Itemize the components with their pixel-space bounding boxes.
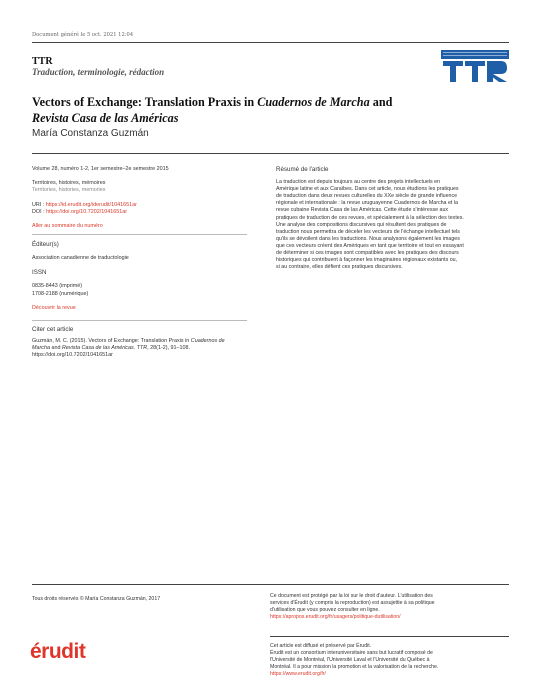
uri-line: URI : https://id.erudit.org/iderudit/1041651ar [32, 201, 137, 208]
divider [32, 320, 247, 321]
discover-journal-link[interactable]: Découvrir la revue [32, 304, 76, 311]
header-rule [32, 42, 509, 43]
issn-heading: ISSN [32, 269, 47, 277]
issue-theme-en: Territories, histories, memories [32, 187, 106, 194]
journal-name: TTR [32, 56, 53, 67]
citation: Guzmán, M. C. (2015). Vectors of Exchange: Translation Praxis in Cuadernos de Marcha and Revista Casa de las Américas. TTR, 28(1-2), 91–108. https://doi.org/10.7202/1041651ar [32, 337, 225, 359]
article-metadata [32, 166, 247, 359]
issn-print: 0835-8443 (imprimé) [32, 283, 83, 290]
volume-info: Volume 28, numéro 1-2, 1er semestre–2e semestre 2015 [32, 166, 169, 172]
diffusion-notice: Cet article est diffusé et préservé par Érudit. Érudit est un consortium interuniversitaire sans but lucratif composé de l'Université de Montréal, l'Université Laval et l'Université du Québec à Montréal. Il a pour mission la promotion et la valorisation de la recherche. https://www.erudit.org/fr/ [270, 643, 439, 677]
issn-digital: 1708-2188 (numérique) [32, 290, 89, 297]
erudit-site-link[interactable]: https://www.erudit.org/fr/ [270, 671, 326, 677]
article-author: María Constanza Guzmán [32, 128, 149, 139]
article-abstract [276, 166, 509, 271]
abstract-text: La traduction est depuis toujours au centre des projets intellectuels en Amérique latine et aux Caraïbes. Dans cet article, nous étudions les pratiques de traduction dans deux revues culturelles du XXe siècle de grande influence régionale et internationale : la revue uruguayenne Cuadernos de Marcha et la revue cubaine Revista Casa de las Américas. Cette étude s'intéresse aux pratiques de traduction de ces revues, et spécialement à la sélection des textes. Une analyse des compositions discursives qui résultent des pratiques de traduction nous permettra de déceler les vecteurs de l'échange intellectuel tels qu'ils se dévoilent dans les traductions. Nous analysons également les images que ces vecteurs créent des Amériques en tant que territoire et tout en essayant de déterminer si ces images sont compatibles avec les pratiques des discours historiques qui contribuent à façonner les imaginaires régionaux existants ou, si au contraire, elles défient ces pratiques discursives. [276, 179, 464, 271]
publisher-name: Association canadienne de traductologie [32, 254, 129, 261]
doi-link[interactable]: https://doi.org/10.7202/1041651ar [46, 208, 128, 215]
cite-heading: Citer cet article [32, 326, 74, 334]
doi-line: DOI : https://doi.org/10.7202/1041651ar [32, 208, 128, 215]
journal-subtitle: Traduction, terminologie, rédaction [32, 67, 165, 77]
uri-link[interactable]: https://id.erudit.org/iderudit/1041651ar [45, 201, 137, 208]
issue-summary-link[interactable]: Aller au sommaire du numéro [32, 223, 103, 230]
erudit-logo: érudit [30, 640, 86, 663]
usage-policy-link[interactable]: https://apropos.erudit.org/fr/usagers/politique-dutilisation/ [270, 614, 401, 620]
footer-rule-2 [270, 636, 509, 637]
publisher-heading: Éditeur(s) [32, 240, 59, 248]
title-rule [32, 153, 509, 154]
ttr-logo [441, 50, 509, 82]
generated-note: Document généré le 5 oct. 2021 12:04 [32, 32, 134, 38]
issue-theme: Territoires, histoires, mémoires [32, 180, 106, 187]
divider [32, 234, 247, 235]
copyright-notice: Ce document est protégé par la loi sur le droit d'auteur. L'utilisation des services d'Érudit (y compris la reproduction) est assujettie à sa politique d'utilisation que vous pouvez consulter en ligne. https://apropos.erudit.org/fr/usagers/politique-dutilisation/ [270, 593, 435, 620]
footer-rule [32, 584, 509, 585]
article-title: Vectors of Exchange: Translation Praxis in Cuadernos de Marcha and Revista Casa de las Américas [32, 95, 393, 125]
abstract-heading: Résumé de l'article [276, 166, 329, 173]
rights-notice: Tous droits réservés © María Constanza Guzmán, 2017 [32, 596, 161, 602]
